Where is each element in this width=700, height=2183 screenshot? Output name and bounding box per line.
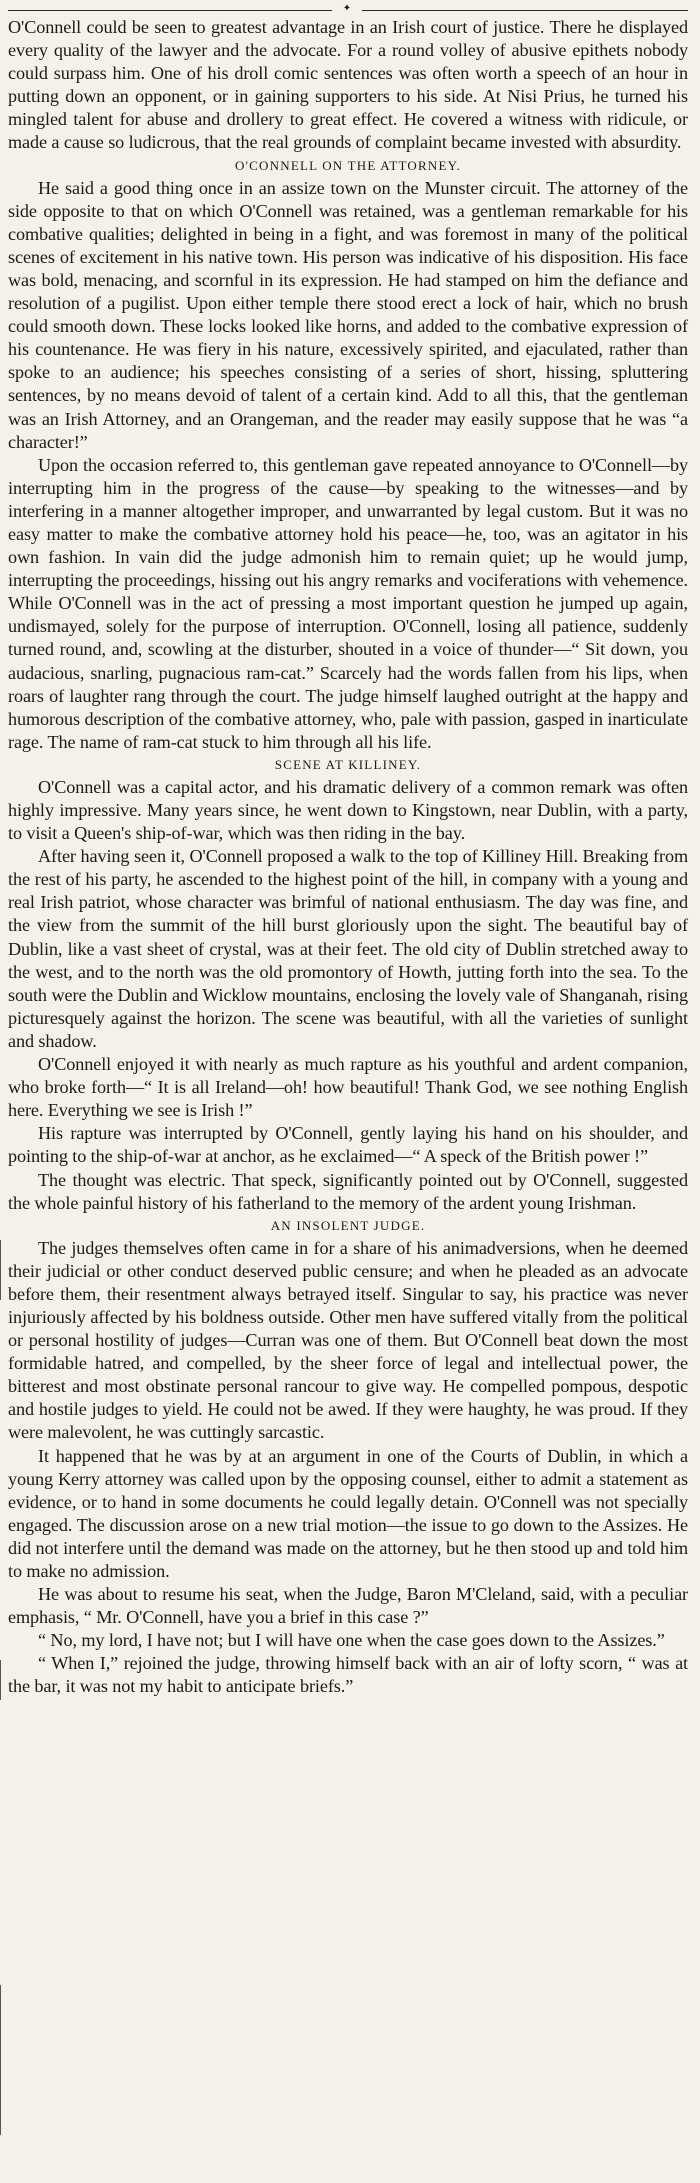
article-paragraph: Upon the occasion referred to, this gentleman gave repeated annoyance to O'Connell—by interrupting him in the progress of the cause—by speaking to the witnesses—and by interfering in a manner altogether improper, and unwarranted by legal custom. But it was no easy matter to make the combative attorney hold his peace—he, too, was an agitator in his own fashion. In vain did the judge admonish him to remain quiet; up he would jump, interrupting the proceedings, hissing out his angry remarks and vociferations with vehemence. While O'Connell was in the act of pressing a most important question he jumped up again, undismayed, solely for the purpose of interruption. O'Connell, losing all patience, suddenly turned round, and, scowling at the disturber, shouted in a voice of thunder—“ Sit down, you audacious, snarling, pugnacious ram-cat.” Scarcely had the words fallen from his lips, when roars of laughter rang through the court. The judge himself laughed outright at the happy and humorous description of the combative attorney, who, pale with passion, gasped in inarticulate rage. The name of ram-cat stuck to him through all his life. bbox=[8, 454, 688, 752]
article-paragraph: “ When I,” rejoined the judge, throwing himself back with an air of lofty scorn, “ was at the bar, it was not my habit to anticipate briefs.” bbox=[8, 1653, 688, 1697]
section-heading-attorney: O'CONNELL ON THE ATTORNEY. bbox=[235, 157, 461, 173]
section-heading-insolent-judge: AN INSOLENT JUDGE. bbox=[270, 1217, 426, 1233]
section-heading-killiney: SCENE AT KILLINEY. bbox=[274, 756, 422, 772]
article-paragraph: “ No, my lord, I have not; but I will have one when the case goes down to the Assizes.” bbox=[38, 1630, 665, 1651]
column-rule-segment bbox=[0, 1985, 1, 2135]
column-rule-marks bbox=[0, 0, 4, 2183]
article-body bbox=[8, 16, 688, 1699]
column-rule-segment bbox=[0, 1660, 1, 1700]
article-paragraph: The judges themselves often came in for a share of his animadversions, when he deemed their judicial or other conduct deserved public censure; and when he pleaded as an advocate before them, their resentment always betrayed itself. Singular to say, his practice was never injuriously affected by his boldness outside. Other men have suffered vitally from the political or personal hostility of judges—Curran was one of them. But O'Connell beat down the most formidable hatred, and compelled, by the sheer force of legal and intellectual power, the bitterest and most obstinate personal rancour to give way. He compelled pompous, despotic and hostile judges to yield. He could not be awed. If they were haughty, he was proud. If they were malevolent, he was cuttingly sarcastic. bbox=[8, 1237, 688, 1443]
article-paragraph: His rapture was interrupted by O'Connell, gently laying his hand on his shoulder, and pointing to the ship-of-war at anchor, as he exclaimed—“ A speck of the British power !” bbox=[8, 1123, 688, 1167]
article-paragraph: The thought was electric. That speck, significantly pointed out by O'Connell, suggested the whole painful history of his fatherland to the memory of the ardent young Irishman. bbox=[8, 1169, 688, 1213]
article-paragraph: O'Connell enjoyed it with nearly as much rapture as his youthful and ardent companion, who broke forth—“ It is all Ireland—oh! how beautiful! Thank God, we see nothing English here. Everything we see is Irish !” bbox=[8, 1054, 688, 1121]
column-rule-segment bbox=[0, 1240, 1, 1300]
article-paragraph: He was about to resume his seat, when the Judge, Baron M'Cleland, said, with a peculiar emphasis, “ Mr. O'Connell, have you a brief in this case ?” bbox=[8, 1584, 688, 1628]
article-paragraph: After having seen it, O'Connell proposed a walk to the top of Killiney Hill. Breaking from the rest of his party, he ascended to the highest point of the hill, in company with a young and real Irish patriot, whose character was brimful of national enthusiasm. The day was fine, and the view from the summit of the hill burst gloriously upon the sight. The beautiful bay of Dublin, like a vast sheet of crystal, was at their feet. The old city of Dublin stretched away to the west, and to the north was the old promontory of Howth, jutting forth into the sea. To the south were the Dublin and Wicklow mountains, enclosing the lovely vale of Shanganah, rising picturesquely against the horizon. The scene was beautiful, with all the varieties of sunlight and shadow. bbox=[8, 846, 688, 1051]
intro-paragraph: O'Connell could be seen to greatest advantage in an Irish court of justice. There he displayed every quality of the lawyer and the advocate. For a round volley of abusive epithets nobody could surpass him. One of his droll comic sentences was often worth a speech of an hour in putting down an opponent, or in gaining supporters to his side. At Nisi Prius, he turned his mingled talent for abuse and drollery to great effect. He covered a witness with ridicule, or made a cause so ludicrous, that the real grounds of complaint became invested with absurdity. bbox=[8, 17, 688, 153]
top-rule-ornament bbox=[8, 3, 688, 14]
article-paragraph: He said a good thing once in an assize town on the Munster circuit. The attorney of the side opposite to that on which O'Connell was retained, was a gentleman remarkable for his combative qualities; delighted in being in a fight, and was foremost in many of the political scenes of excitement in his native town. His person was indicative of his disposition. His face was bold, menacing, and scornful in its expression. He had stamped on him the defiance and resolution of a pugilist. Upon either temple there stood erect a lock of hair, which no brush could smooth down. These locks looked like horns, and added to the combative expression of his countenance. He was fiery in his nature, excessively spirited, and ejaculated, rather than spoke to an audience; his speeches consisting of a series of short, hissing, spluttering sentences, by no means devoid of talent of a certain kind. Add to all this, that the gentleman was an Irish Attorney, and an Orangeman, and the reader may easily suppose that he was “a character!” bbox=[8, 177, 688, 452]
article-paragraph: O'Connell was a capital actor, and his dramatic delivery of a common remark was often highly impressive. Many years since, he went down to Kingstown, near Dublin, with a party, to visit a Queen's ship-of-war, which was then riding in the bay. bbox=[8, 776, 688, 844]
ornament-glyph: ✦ bbox=[332, 4, 362, 14]
article-paragraph: It happened that he was by at an argument in one of the Courts of Dublin, in which a young Kerry attorney was called upon by the opposing counsel, either to admit a statement as evidence, or to hand in some documents he could legally detain. O'Connell was not specially engaged. The discussion arose on a new trial motion—the issue to go down to the Assizes. He did not interfere until the demand was made on the attorney, but he then stood up and told him to make no admission. bbox=[8, 1445, 688, 1581]
